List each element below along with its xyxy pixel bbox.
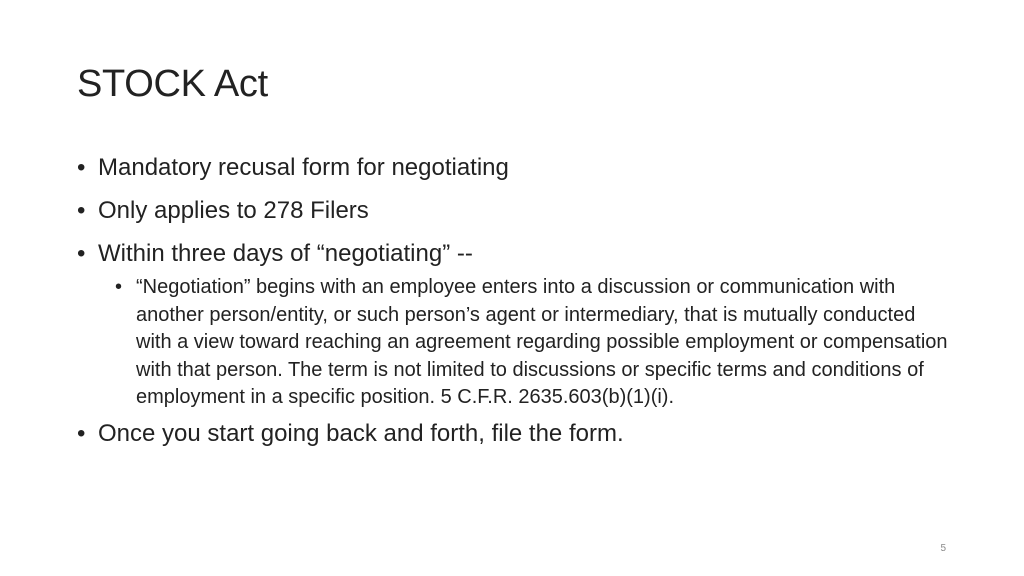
bullet-icon: •	[77, 197, 86, 224]
bullet-text: Within three days of “negotiating” --	[98, 240, 473, 267]
bullet-text: Only applies to 278 Filers	[98, 197, 369, 224]
page-number: 5	[940, 543, 946, 554]
bullet-text: Once you start going back and forth, file the form.	[98, 419, 624, 447]
bullet-item	[77, 195, 957, 226]
bullet-icon: •	[77, 154, 86, 181]
sub-bullet-item	[115, 274, 956, 412]
bullet-text: Mandatory recusal form for negotiating	[98, 154, 509, 181]
bullet-item	[77, 418, 957, 449]
slide-content	[77, 152, 957, 461]
slide-title: STOCK Act	[77, 63, 268, 105]
sub-bullet-icon: •	[115, 276, 123, 298]
bullet-item	[77, 152, 957, 183]
sub-bullet-text: “Negotiation” begins with an employee enters into a discussion or communication with another person/entity, or such person’s agent or intermediary, that is mutually conducted with a view toward reaching an agreement regarding possible employment or compensation with that person. The term is not limited to discussions or specific terms and conditions of employment in a specific position. 5 C.F.R. 2635.603(b)(1)(i).	[136, 276, 948, 408]
bullet-item	[77, 238, 957, 269]
bullet-icon: •	[77, 419, 86, 447]
bullet-icon: •	[77, 240, 86, 267]
